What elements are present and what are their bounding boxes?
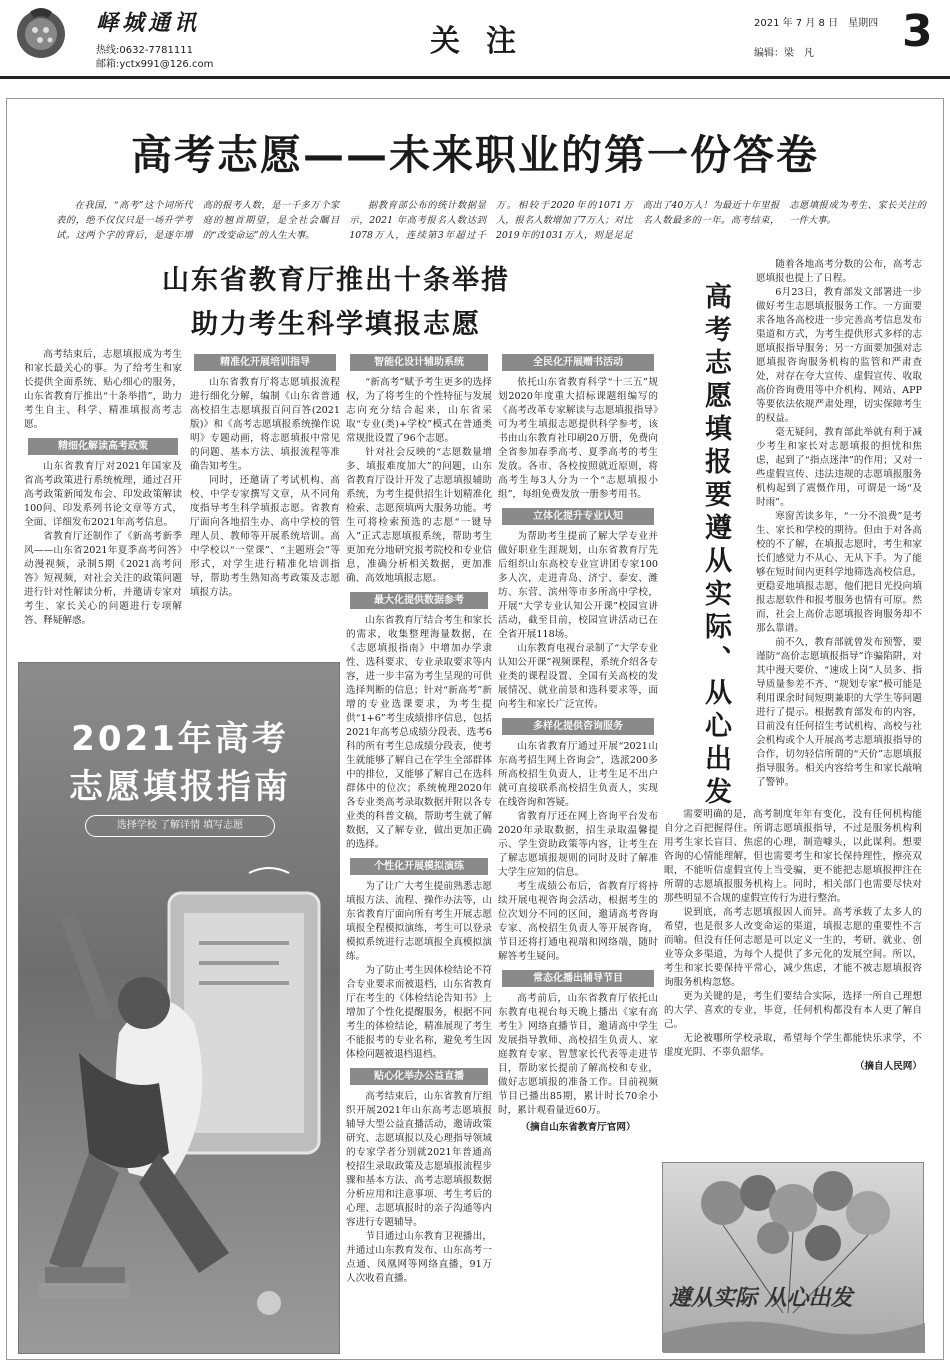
article2-title: 高考志愿填报要遵从实际、从心出发 xyxy=(700,282,731,810)
balloon-caption: 遵从实际 从心出发 xyxy=(669,1286,853,1311)
paragraph: 需要明确的是，高考制度年年有变化，没有任何机构能自分之百把握得住。所谓志愿填报指导，不过是服务机构利用考生家长盲目、焦虑的心理，制造噱头，以此谋利。想要咨询的心情能理解，但也需要考生和家长保持理性，擦亮双眼，不能听信虚假宣传上当受骗，更不能把志愿填报押注在所谓的志愿填报服务机构上。同时，相关部门也需要尽快对那些明显不合规的虚假宣传行为进行整治。 xyxy=(664,809,922,904)
paragraph: 毫无疑问，教育部此举就有利于减少考生和家长对志愿填报的担忧和焦虑，起到了“指点迷津”的作用；又对一些虚假宣传、违法违规的志愿填报服务机构起到了震慑作用，可谓是一场“及时雨”。 xyxy=(756,427,922,508)
student-illustration-icon xyxy=(19,853,341,1353)
article1-source: （摘自山东省教育厅官网） xyxy=(520,1122,636,1133)
paragraph: 随着各地高考分数的公布，高考志愿填报也提上了日程。 xyxy=(756,259,922,284)
issue-date: 2021 年 7 月 8 日 星期四 xyxy=(754,18,879,29)
article1-intro: 高考结束后，志愿填报成为考生和家长最关心的事。为了给考生和家长提供全面系统、贴心细心的服务，山东省教育厅推出“十条举措”，助力考生自主、科学、精准填报高考志愿。 xyxy=(24,349,182,430)
paragraph: 更为关键的是，考生们要结合实际，选择一所自己理想的大学、喜欢的专业，毕竟，任何机构都没有本人更了解自己。 xyxy=(664,991,922,1030)
editor: 编辑：梁 凡 xyxy=(754,48,814,59)
guide-poster xyxy=(18,662,340,1354)
paragraph: 省教育厅还制作了《新高考新季风——山东省2021年夏季高考问答》动漫视频，录制5期《2021高考问答》短视频，对社会关注的政策问题进行针对性解读分析，并邀请专家对考生、家长关心的问题进行专项解答、释疑解惑。 xyxy=(24,531,182,626)
paragraph: 省教育厅还在网上咨询平台发布2020年录取数据，招生录取温馨提示、学生资助政策等内容，让考生在了解志愿填报规则的同时及时了解准大学生应知的信息。 xyxy=(498,811,658,878)
paragraph: 依托山东省教育科学“十三五”规划2020年度重大招标课题组编写的《高考改革专家解读与志愿填报指导》可为考生填报志愿提供科学参考，该书由山东教育社印刷20万册，免费向全省参加春季高考、夏季高考的考生发放。各市、各校按照就近原则，将高考生每3人分为一个“志愿填报小组”，每组免费发放一册参考用书。 xyxy=(498,377,658,500)
paragraph: 考生成绩公布后，省教育厅将持续开展电视咨询会活动，根据考生的位次划分不同的区间，邀请高考咨询专家、高校招生负责人等开展咨询，节目还将打通电视端和网络端，随时解答考生疑问。 xyxy=(498,881,658,962)
balloon-illustration xyxy=(662,1162,924,1352)
paragraph: 针对社会反映的“志愿数量增多、填报难度加大”的问题，山东省教育厅设计开发了志愿填报辅助系统，为考生提供招生计划精准化检索、志愿预填两大服务功能。考生可将检索预选的志愿“一键导入”正式志愿填报系统，帮助考生更加充分地研究报考院校和专业信息，准确分析相关数据，更加准确、高效地填报志愿。 xyxy=(346,447,492,584)
page-number: 3 xyxy=(902,6,933,57)
section-heading: 立体化提升专业认知 xyxy=(502,508,654,525)
article1-column-4 xyxy=(498,348,658,1354)
newspaper-logo-icon xyxy=(10,4,72,62)
paragraph: 无论被哪所学校录取，希望每个学生都能快乐求学，不虚度光阴、不辜负韶华。 xyxy=(664,1033,922,1058)
paragraph: 同时，还邀请了考试机构、高校、中学专家撰写文章，从不同角度指导考生科学填报志愿。省教育厅面向各地招生办、高中学校的管理人员、教师等开展系统培训。高中学校以“一堂课”、“主题班会”等形式，对学生进行精准化培训指导，帮助考生熟知高考政策及志愿填报方法。 xyxy=(190,475,340,598)
paragraph: 高考结束后，山东省教育厅组织开展2021年山东高考志愿填报辅导大型公益直播活动，邀请政策研究、志愿填报以及心理指导领域的专家学者分别就2021年普通高校招生录取政策及志愿填报流程步骤和基本方法、高考志愿填报数据分析应用和注意事项、考生考后的心理、志愿填报时的亲子沟通等内容进行专题辅导。 xyxy=(346,1091,492,1228)
section-heading: 智能化设计辅助系统 xyxy=(350,354,488,371)
paragraph: 为了让广大考生提前熟悉志愿填报方法、流程、操作办法等，山东省教育厅面向所有考生开展志愿填报全程模拟演练，考生可以登录模拟系统进行志愿填报全真模拟演练。 xyxy=(346,881,492,962)
paragraph: 高考前后，山东省教育厅依托山东教育电视台每天晚上播出《家有高考生》网络直播节目，邀请高中学生发展指导教师、高校招生负责人、家庭教育专家、智慧家长代表等走进节目，帮助家长提前了解高校和专业，做好志愿填报的准备工作。目前视频节目已播出85期，累计时长70余小时，累计观看量近60万。 xyxy=(498,993,658,1116)
email: 邮箱:yctx991@126.com xyxy=(96,59,214,70)
section-heading: 精细化解读高考政策 xyxy=(28,438,178,455)
paragraph: 说到底，高考志愿填报因人而异。高考承载了太多人的希望，也是很多人改变命运的渠道，填报志愿的重要性不言而喻。但没有任何志愿是可以定义一生的，考研、就业、创业等众多渠道，为每个人提供了多元化的发展空间。所以，考生和家长要保持平常心，减少焦虑，才能不被志愿填报咨询服务机构忽悠。 xyxy=(664,907,922,988)
masthead xyxy=(0,0,950,78)
article1-column-1 xyxy=(24,348,182,658)
section-heading: 个性化开展模拟演练 xyxy=(350,858,488,875)
paragraph: 山东省教育厅通过开展“2021山东高考招生网上咨询会”，选派200多所高校招生负责人，让考生足不出户就可直接联系高校招生负责人，实现在线咨询和答疑。 xyxy=(498,741,658,808)
hotline: 热线:0632-7781111 xyxy=(96,45,193,56)
section-heading: 常态化播出辅导节目 xyxy=(502,970,654,987)
paper-name: 峄城通讯 xyxy=(96,10,201,36)
article1-column-3 xyxy=(346,348,492,1354)
article2-source: （摘自人民网） xyxy=(854,1061,922,1072)
poster-title: 2021年高考 xyxy=(71,719,289,759)
lead-paragraph xyxy=(56,198,926,244)
paragraph: “新高考”赋予考生更多的选择权，为了将考生的个性特征与发展志向充分结合起来，山东省采取“专业(类)+学校”模式在普通类常规批设置了96个志愿。 xyxy=(346,377,492,444)
paragraph: 山东省教育厅将志愿填报流程进行细化分解，编制《山东省普通高校招生志愿填报百问百答(2021版)》和《高考志愿填报系统操作说明》专题动画，将志愿填报中常见的问题、基本方法、填报流程等准确告知考生。 xyxy=(190,377,340,472)
section-heading: 全民化开展赠书活动 xyxy=(502,354,654,371)
paragraph: 寒窗苦读多年，“一分不浪费”是考生、家长和学校的期待。但由于对各高校的不了解，在填报志愿时，考生和家长们感觉力不从心、无从下手。为了能够在短时间内更科学地筛选高校信息，更稳妥地填报志愿，他们把目光投向填报志愿软件和报考服务也情有可原。然而，社会上高价志愿填报咨询服务却不那么靠谱。 xyxy=(756,511,922,634)
poster-tagline: 选择学校 了解详情 填写志愿 xyxy=(85,815,275,837)
section-heading: 精准化开展培训指导 xyxy=(194,354,336,371)
balloons-icon xyxy=(663,1163,925,1353)
lead-para: 在我国，“高考”这个词所代表的，绝不仅仅只是一场升学考试。这两个字的背后，是逐年增高的报考人数，是一千多万个家庭的翘首期望，是全社会瞩目的“改变命运”的人生大事。 xyxy=(56,200,340,241)
paragraph: 节目通过山东教育卫视播出，并通过山东教育发布、山东高考一点通、凤凰网等网络直播，91万人次收看直播。 xyxy=(346,1231,492,1284)
paragraph: 6月23日，教育部发文部署进一步做好考生志愿填报服务工作。一方面要求各地各高校进一步完善高考信息发布渠道和方式，为考生提供形式多样的志愿填报指导服务；另一方面要加强对志愿填报咨询服务机构的监管和严肃查处，对存在夸大宣传、虚假宣传、收取高价咨询费用等中介机构、网站、APP等要依法依规严肃处理，切实保障考生的权益。 xyxy=(756,287,922,424)
article1-column-2 xyxy=(190,348,340,658)
section-heading: 最大化提供数据参考 xyxy=(350,592,488,609)
paragraph: 山东教育电视台录制了“大学专业认知公开课”视频课程，系统介绍各专业类的课程设置、全国有关高校的发展情况、就业前景和选科要求等，面向考生和家长广泛宣传。 xyxy=(498,643,658,710)
page-headline: 高考志愿——未来职业的第一份答卷 xyxy=(131,131,819,179)
poster-subtitle: 志愿填报指南 xyxy=(69,767,291,807)
article2-column-bottom xyxy=(664,808,922,1158)
paragraph: 前不久，教育部就曾发布预警，要谨防“高价志愿填报指导”诈骗陷阱，对其中漫天要价、“速成上岗”人员多、指导质量参差不齐、“规划专家”极可能是利用课余时间短期兼职的大学生等问题进行了提示。根据教育部发布的内容，目前没有任何招生考试机构、高校与社会机构或个人开展高考志愿填报指导的合作，切勿轻信所谓的“天价”志愿填报指导服务。相关内容给考生和家长敲响了警钟。 xyxy=(756,637,922,788)
paragraph: 山东省教育厅对2021年国家及省高考政策进行系统梳理，通过召开高考政策新闻发布会、印发政策解读100问、印发系列书论文章等方式，全面、详细发布2021年高考信息。 xyxy=(24,461,182,528)
section-heading: 贴心化举办公益直播 xyxy=(350,1068,488,1085)
paragraph: 为帮助考生提前了解大学专业并做好职业生涯规划，山东省教育厅先后组织山东高校专业宣讲团专家100多人次，走进青岛、济宁、泰安、潍坊、东营、滨州等市多所高中学校，开展“大学专业认知公开课”校园宣讲活动，截至目前，校园宣讲活动已在全省开展118场。 xyxy=(498,531,658,640)
article1-subtitle: 助力考生科学填报志愿 xyxy=(191,309,481,340)
paragraph: 为了防止考生因体检结论不符合专业要求而被退档，山东省教育厅在考生的《体检结论告知书》上增加了个性化提醒服务，根据不同考生的体检结论，精准展现了考生不能报考的专业名称，避免考生因体检问题被退档退档。 xyxy=(346,965,492,1060)
article2-column-top xyxy=(756,258,922,806)
section-title: 关注 xyxy=(430,24,542,59)
lead-para: 据教育部公布的统计数据显示，2021 年高考报名人数达到1078万人，连续第3年超过千万。相较于2020年的1071万人，报名人数增加了7万人；对比2019年的1031万人，则是足足高出了40万人！为最近十年里报名人数最多的一年。高考结束，志愿填报成为考生、家长关注的一件大事。 xyxy=(349,200,926,241)
section-heading: 多样化提供咨询服务 xyxy=(502,718,654,735)
article1-title: 山东省教育厅推出十条举措 xyxy=(162,265,510,296)
paragraph: 山东省教育厅结合考生和家长的需求，收集整理海量数据，在《志愿填报指南》中增加办学隶性、选科要求、专业录取要求等内容，进一步丰富为考生呈现的可供选择判断的信息；针对“新高考”新增的专业选课要求，为考生提供“1+6”考生成绩排序信息，包括2021年高考总成绩分段表、选考6科的所有考生总成绩分段表，使考生就能够了解自己在学生全部群体中的排位，又能够了解自己在选科群体中的位次；系统梳理2020年各专业类高考录取数据并附以各专业类的科普文稿，帮助考生就了解数据，又了解专业，做出更加正确的选择。 xyxy=(346,615,492,850)
masthead-rule xyxy=(0,76,950,79)
